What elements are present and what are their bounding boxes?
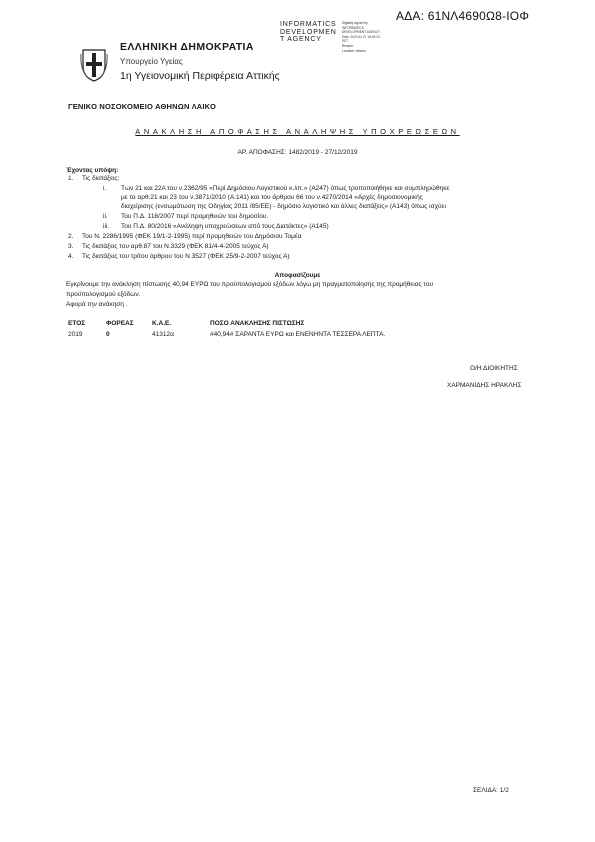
list-item-num: i.	[103, 185, 107, 192]
stamp-line: DEVELOPMEN	[280, 28, 337, 36]
considering-heading: Έχοντας υπόψη:	[66, 167, 119, 174]
table-header-body: ΦΟΡΕΑΣ	[106, 320, 134, 327]
table-cell-amount: #40,94# ΣΑΡΑΝΤΑ ΕΥΡΩ και ΕΝΕΝΗΝΤΑ ΤΕΣΣΕΡΑ ΛΕΠΤΑ.	[210, 331, 386, 338]
table-cell-body: 0	[106, 331, 110, 338]
list-item-text: Του Ν. 2286/1995 (ΦΕΚ 19/1-2-1995) περί προμηθειών του Δημόσιου Τομέα	[82, 233, 302, 240]
list-item-text: Τις διατάξεις του τρίτου άρθρου του Ν.3527 (ΦΕΚ 25/9-2-2007 τεύχος Α)	[82, 253, 290, 260]
hospital-name: ΓΕΝΙΚΟ ΝΟΣΟΚΟΜΕΙΟ ΑΘΗΝΩΝ ΛΑΙΚΟ	[68, 102, 216, 111]
decide-heading: Αποφασίζουμε	[274, 272, 321, 279]
header-country: ΕΛΛΗΝΙΚΗ ΔΗΜΟΚΡΑΤΙΑ	[120, 41, 254, 53]
table-header-amount: ΠΟΣΟ ΑΝΑΚΛΗΣΗΣ ΠΙΣΤΩΣΗΣ	[210, 320, 305, 327]
decision-number: ΑΡ. ΑΠΟΦΑΣΗΣ: 1482/2019 - 27/12/2019	[237, 149, 358, 156]
list-item-text: Τις διατάξεις:	[82, 175, 120, 182]
table-cell-kae: 41312α	[152, 331, 174, 338]
document-title: ΑΝΑΚΛΗΣΗ ΑΠΟΦΑΣΗΣ ΑΝΑΛΗΨΗΣ ΥΠΟΧΡΕΩΣΕΩΝ	[135, 127, 460, 136]
list-item-text: Τις διατάξεις του αρθ.87 του Ν.3329 (ΦΕΚ 81/4-4-2005 τεύχος Α)	[82, 243, 269, 250]
header-ministry: Υπουργείο Υγείας	[120, 57, 183, 66]
list-item-num: ii.	[103, 213, 108, 220]
signature-name: ΧΑΡΜΑΝΙΔΗΣ ΗΡΑΚΛΗΣ	[447, 382, 522, 389]
list-item-text: διαχείρισης (ενσωμάτωση της Οδηγίας 2011 /85/ΕΕ) - δημόσιο λογιστικό και άλλες διατάξεις» (Α143) όπως ισχύει	[121, 203, 446, 210]
stamp-detail: Digitally signed by	[342, 21, 368, 25]
header-region: 1η Υγειονομική Περιφέρεια Αττικής	[120, 70, 280, 82]
list-item-num: 3.	[68, 243, 74, 250]
list-item-num: 1.	[68, 175, 74, 182]
stamp-detail: EET	[342, 39, 349, 44]
signature-stamp-details	[342, 21, 380, 53]
list-item-text: Του Π.Δ. 80/2016 «Ανάληψη υποχρεώσεων από τους Διατάκτες» (Α145)	[121, 223, 329, 230]
list-item-num: iii.	[103, 223, 110, 230]
page-number: ΣΕΛΙΔΑ: 1/2	[473, 787, 509, 794]
stamp-detail: INFORMATICS	[342, 25, 364, 30]
table-cell-year: 2019	[68, 331, 83, 338]
stamp-line: T AGENCY	[280, 36, 322, 43]
greek-emblem-icon	[80, 48, 108, 82]
stamp-detail: Reason:	[342, 43, 354, 48]
list-item-text: με τα αρθ.21 και 23 του ν.3871/2010 (Α.141) και του άρθρου 66 του ν.4270/2014 «Αρχές δημοσιονομικής	[121, 194, 423, 201]
signature-stamp	[280, 21, 337, 44]
stamp-line: INFORMATICS	[280, 21, 337, 28]
decide-body-line: προϋπολογισμού εξόδων.	[66, 291, 141, 298]
stamp-detail: Location: Athens	[342, 48, 366, 53]
signature-role: Ο/Η ΔΙΟΙΚΗΤΗΣ	[470, 365, 518, 372]
list-item-text: Των 21 και 22Α του ν.2362/95 «Περί Δημόσιου Λογιστικού κ.λπ.» (Α247) όπως τροποποιήθηκε και συμπληρώθηκε	[121, 185, 450, 192]
stamp-detail: Date: 2020.01.27 15:24:23	[342, 34, 380, 39]
list-item-text: Του Π.Δ. 118/2007 περί προμηθειών του δημοσίου.	[121, 213, 269, 220]
ada-code: ΑΔΑ: 61ΝΛ4690Ω8-ΙΟΦ	[396, 9, 530, 23]
decide-body-line: Αφορά την ανάκηση .	[66, 301, 128, 308]
decide-body-line: Εγκρίνουμε την ανάκληση πίστωσης 40,94 ΕΥΡΩ του προϋπολογισμού εξόδων λόγω μη πραγματοποίησης της προμήθειας του	[66, 281, 434, 288]
table-header-year: ΕΤΟΣ	[68, 320, 86, 327]
list-item-num: 2.	[68, 233, 74, 240]
list-item-num: 4.	[68, 253, 74, 260]
stamp-detail: DEVELOPMENT AGENCY	[342, 30, 381, 35]
table-header-kae: Κ.Α.Ε.	[152, 320, 172, 327]
